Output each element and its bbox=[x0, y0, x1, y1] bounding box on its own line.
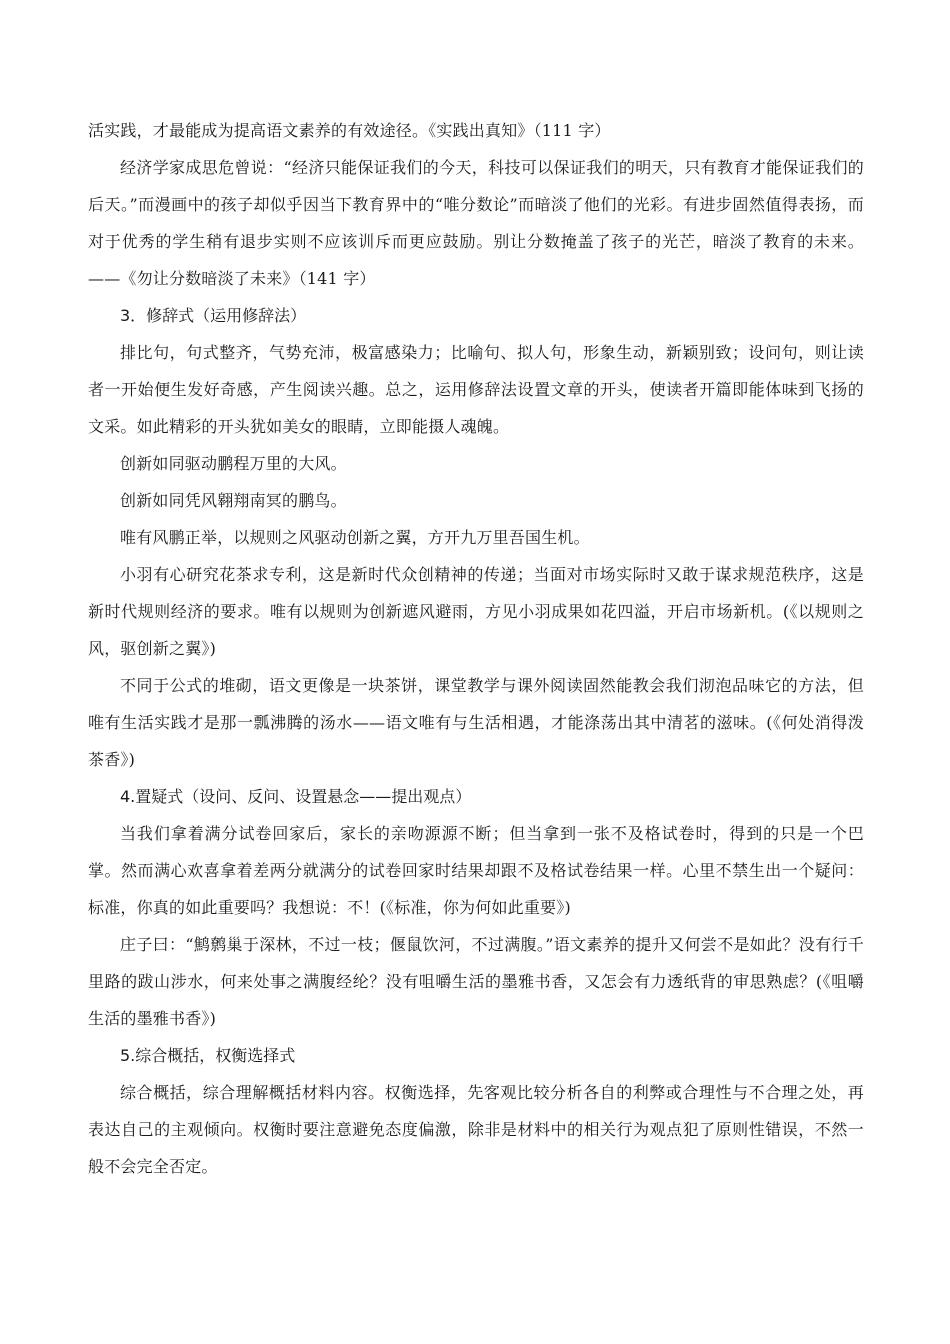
paragraph-example-line-2: 创新如同凭风翱翔南冥的鹏鸟。 bbox=[120, 491, 347, 510]
paragraph-synthesis-explanation: 综合概括，综合理解概括材料内容。权衡选择，先客观比较分析各自的利弊或合理性与不合理之处，再表达自己的主观倾向。权衡时要注意避免态度偏激，除非是材料中的相关行为观点犯了原则性错误，不然一般不会完全否定。 bbox=[88, 1083, 864, 1176]
document-page bbox=[88, 112, 864, 1185]
section-heading-questioning: 4.置疑式（设问、反问、设置悬念——提出观点） bbox=[120, 787, 472, 806]
paragraph-example-zhuangzi: 庄子曰：“鹪鹩巢于深林，不过一枝；偃鼠饮河，不过满腹。”语文素养的提升又何尝不是如此？没有行千里路的跋山涉水，何来处事之满腹经纶？没有咀嚼生活的墨雅书香，又怎会有力透纸背的审思熟虑？(《咀嚼生活的墨雅书香》) bbox=[88, 935, 864, 1028]
section-heading-rhetoric: 3．修辞式（运用修辞法） bbox=[120, 306, 307, 325]
paragraph-quote-economist: 经济学家成思危曾说：“经济只能保证我们的今天，科技可以保证我们的明天，只有教育才能保证我们的后天。”而漫画中的孩子却似乎因当下教育界中的“唯分数论”而暗淡了他们的光彩。有进步固然值得表扬，而对于优秀的学生稍有退步实则不应该训斥而更应鼓励。别让分数掩盖了孩子的光芒，暗淡了教育的未来。——《勿让分数暗淡了未来》（141 字） bbox=[88, 158, 864, 288]
paragraph-rhetoric-explanation: 排比句，句式整齐，气势充沛，极富感染力；比喻句、拟人句，形象生动，新颖别致；设问句，则让读者一开始便生发好奇感，产生阅读兴趣。总之，运用修辞法设置文章的开头，使读者开篇即能体味到飞扬的文采。如此精彩的开头犹如美女的眼睛，立即能摄人魂魄。 bbox=[88, 343, 864, 436]
paragraph-example-line-1: 创新如同驱动鹏程万里的大风。 bbox=[120, 454, 347, 473]
paragraph-example-xiaoyu: 小羽有心研究花茶求专利，这是新时代众创精神的传递；当面对市场实际时又敢于谋求规范秩序，这是新时代规则经济的要求。唯有以规则为创新遮风避雨，方见小羽成果如花四溢，开启市场新机。(《以规则之风，驱创新之翼》) bbox=[88, 565, 864, 658]
paragraph-example-line-3: 唯有风鹏正举，以规则之风驱动创新之翼，方开九万里吾国生机。 bbox=[120, 528, 590, 547]
paragraph-continuation: 活实践，才最能成为提高语文素养的有效途径。《实践出真知》（111 字） bbox=[88, 121, 611, 140]
paragraph-example-tea: 不同于公式的堆砌，语文更像是一块茶饼，课堂教学与课外阅读固然能教会我们沏泡品味它的方法，但唯有生活实践才是那一瓢沸腾的汤水——语文唯有与生活相遇，才能涤荡出其中清茗的滋味。(《何处消得泼茶香》) bbox=[88, 676, 864, 769]
section-heading-synthesis: 5.综合概括，权衡选择式 bbox=[120, 1046, 296, 1065]
paragraph-example-standard: 当我们拿着满分试卷回家后，家长的亲吻源源不断；但当拿到一张不及格试卷时，得到的只是一个巴掌。然而满心欢喜拿着差两分就满分的试卷回家时结果却跟不及格试卷结果一样。心里不禁生出一个疑问：标准，你真的如此重要吗？我想说：不！(《标准，你为何如此重要》) bbox=[88, 824, 864, 917]
